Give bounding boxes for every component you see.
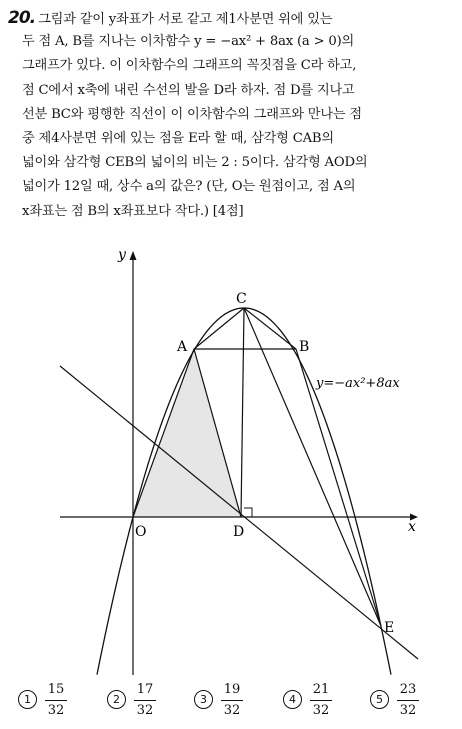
segment-cd	[241, 308, 244, 517]
point-label-o: O	[135, 524, 147, 540]
problem-line-1: 20. 그림과 같이 y좌표가 서로 같고 제1사분면 위에 있는	[8, 8, 333, 28]
point-label-c: C	[236, 291, 247, 307]
choice-fraction	[397, 682, 419, 718]
answer-choices	[0, 682, 462, 722]
point-label-b: B	[299, 339, 310, 355]
problem-line-3: 그래프가 있다. 이 이차함수의 그래프의 꼭짓점을 C라 하고,	[22, 58, 357, 74]
axis-x-label: x	[408, 519, 416, 535]
line-through-d	[60, 366, 418, 659]
y-axis-arrow	[130, 251, 137, 260]
segment-ac	[194, 308, 244, 349]
numerator: 23	[399, 682, 417, 697]
denominator: 32	[312, 703, 330, 718]
point-label-a: A	[177, 339, 188, 355]
choice-fraction	[134, 682, 156, 718]
choice-marker: 5	[370, 690, 389, 709]
choice-marker: 4	[283, 690, 302, 709]
numerator: 21	[312, 682, 330, 697]
curve-label: y=−ax²+8ax	[316, 376, 400, 391]
denominator: 32	[136, 703, 154, 718]
denominator: 32	[223, 703, 241, 718]
graph-figure	[0, 235, 462, 675]
numerator: 15	[47, 682, 65, 697]
problem-line-5: 선분 BC와 평행한 직선이 이 이차함수의 그래프와 만나는 점	[22, 106, 362, 122]
triangle-aod-shade	[133, 349, 241, 517]
denominator: 32	[47, 703, 65, 718]
numerator: 19	[223, 682, 241, 697]
problem-line-4: 점 C에서 x축에 내린 수선의 발을 D라 하자. 점 D를 지나고	[22, 82, 355, 98]
choice-marker: 3	[194, 690, 213, 709]
numerator: 17	[136, 682, 154, 697]
problem-line-8: 넓이가 12일 때, 상수 a의 값은? (단, O는 원점이고, 점 A의	[22, 179, 356, 195]
choice-fraction	[310, 682, 332, 718]
problem-line-2: 두 점 A, B를 지나는 이차함수 y = −ax² + 8ax (a > 0)의	[22, 34, 355, 50]
problem-line-6: 중 제4사분면 위에 있는 점을 E라 할 때, 삼각형 CAB의	[22, 130, 334, 146]
point-label-e: E	[384, 620, 395, 636]
problem-line-7: 넓이와 삼각형 CEB의 넓이의 비는 2 : 5이다. 삼각형 AOD의	[22, 155, 368, 171]
right-angle-mark	[244, 508, 252, 517]
segment-ce	[244, 308, 381, 626]
problem-text	[8, 6, 456, 224]
choice-fraction	[221, 682, 243, 718]
choice-fraction	[45, 682, 67, 718]
parabola-curve	[97, 308, 391, 675]
axis-y-label: y	[118, 247, 126, 263]
denominator: 32	[399, 703, 417, 718]
problem-line-9: x좌표는 점 B의 x좌표보다 작다.) [4점]	[22, 203, 244, 219]
choice-marker: 2	[107, 690, 126, 709]
choice-marker: 1	[18, 690, 37, 709]
problem-number: 20.	[8, 8, 36, 28]
segment-cb	[244, 308, 296, 349]
point-label-d: D	[233, 524, 245, 540]
